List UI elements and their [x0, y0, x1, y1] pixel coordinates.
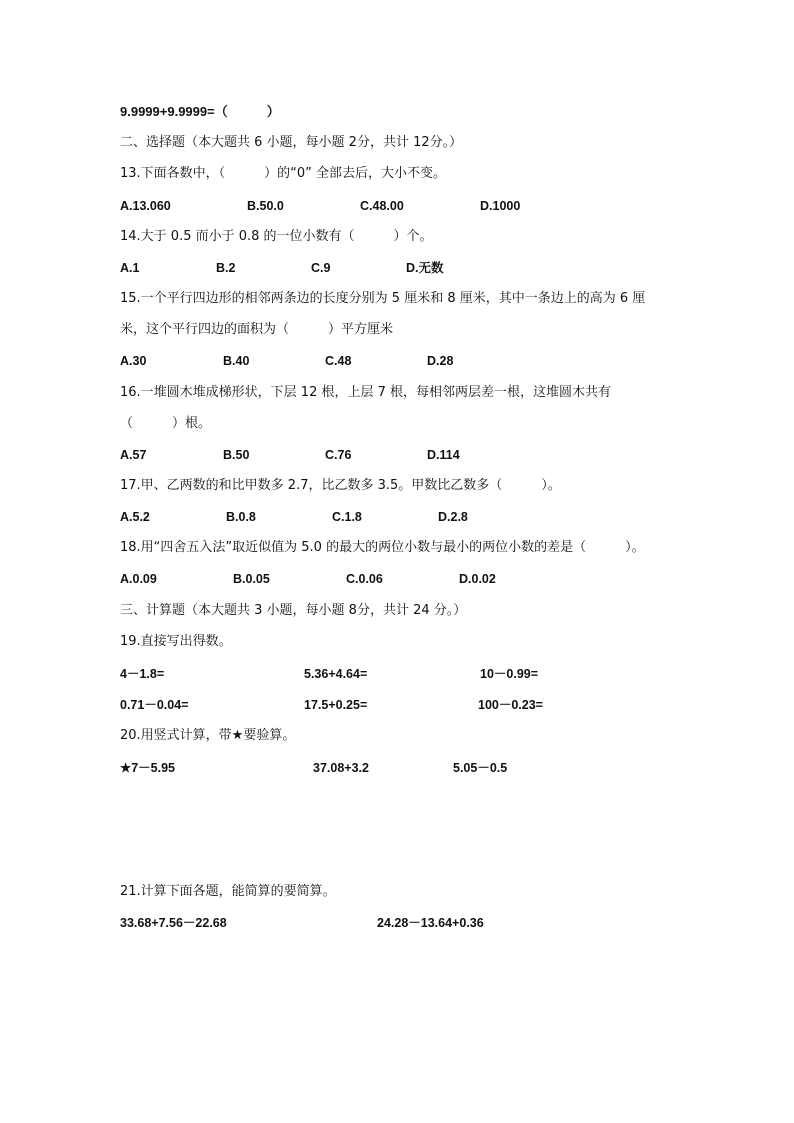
option-d: D.无数 [406, 261, 444, 275]
question-19: 19.直接写出得数。 [120, 634, 232, 649]
question-17: 17.甲、乙两数的和比甲数多 2.7，比乙数多 3.5。甲数比乙数多（ ）。 [120, 478, 561, 493]
option-c: C.9 [311, 261, 331, 275]
option-d: D.114 [427, 448, 460, 462]
expression: 10－0.99= [480, 667, 539, 681]
expression: 17.5+0.25= [304, 698, 368, 712]
expression: 37.08+3.2 [313, 761, 369, 775]
option-a: A.57 [120, 448, 147, 462]
question-15-line-1: 15.一个平行四边形的相邻两条边的长度分别为 5 厘米和 8 厘米，其中一条边上的高为 6 厘 [120, 291, 646, 306]
expression: 0.71－0.04= [120, 698, 189, 712]
option-a: A.1 [120, 261, 140, 275]
option-d: D.2.8 [438, 510, 468, 524]
option-c: C.48 [325, 354, 352, 368]
question-16-line-2: （ ）根。 [120, 416, 212, 431]
expression: 4－1.8= [120, 667, 165, 681]
option-d: D.1000 [480, 199, 521, 213]
question-18: 18.用“四舍五入法”取近似值为 5.0 的最大的两位小数与最小的两位小数的差是（ ）。 [120, 540, 645, 555]
option-c: C.1.8 [332, 510, 362, 524]
option-a: A.0.09 [120, 572, 157, 586]
option-b: B.50.0 [247, 199, 284, 213]
expression: ★7－5.95 [120, 761, 175, 775]
option-b: B.50 [223, 448, 250, 462]
option-d: D.0.02 [459, 572, 496, 586]
question-20: 20.用竖式计算，带★要验算。 [120, 728, 296, 743]
section-2-heading: 二、选择题（本大题共 6 小题，每小题 2分，共计 12分。） [120, 135, 463, 150]
option-c: C.0.06 [346, 572, 383, 586]
option-a: A.30 [120, 354, 147, 368]
question-14: 14.大于 0.5 而小于 0.8 的一位小数有（ ）个。 [120, 229, 433, 244]
option-c: C.76 [325, 448, 352, 462]
expression: 5.05－0.5 [453, 761, 508, 775]
question-16-line-1: 16.一堆圆木堆成梯形状，下层 12 根，上层 7 根，每相邻两层差一根，这堆圆木共有 [120, 385, 612, 400]
expression: 100－0.23= [478, 698, 543, 712]
option-c: C.48.00 [360, 199, 404, 213]
question-21: 21.计算下面各题，能简算的要简算。 [120, 884, 336, 899]
expression: 5.36+4.64= [304, 667, 368, 681]
option-b: B.40 [223, 354, 250, 368]
option-b: B.0.8 [226, 510, 256, 524]
option-a: A.13.060 [120, 199, 171, 213]
expression: 24.28－13.64+0.36 [377, 916, 484, 930]
question-12-line: 9.9999+9.9999=（ ） [120, 104, 280, 119]
option-b: B.2 [216, 261, 236, 275]
question-13: 13.下面各数中，（ ）的“0” 全部去后，大小不变。 [120, 166, 447, 181]
option-d: D.28 [427, 354, 454, 368]
option-a: A.5.2 [120, 510, 150, 524]
expression: 33.68+7.56－22.68 [120, 916, 227, 930]
section-3-heading: 三、计算题（本大题共 3 小题，每小题 8分，共计 24 分。） [120, 603, 467, 618]
option-b: B.0.05 [233, 572, 270, 586]
question-15-line-2: 米，这个平行四边的面积为（ ）平方厘米 [120, 322, 394, 337]
